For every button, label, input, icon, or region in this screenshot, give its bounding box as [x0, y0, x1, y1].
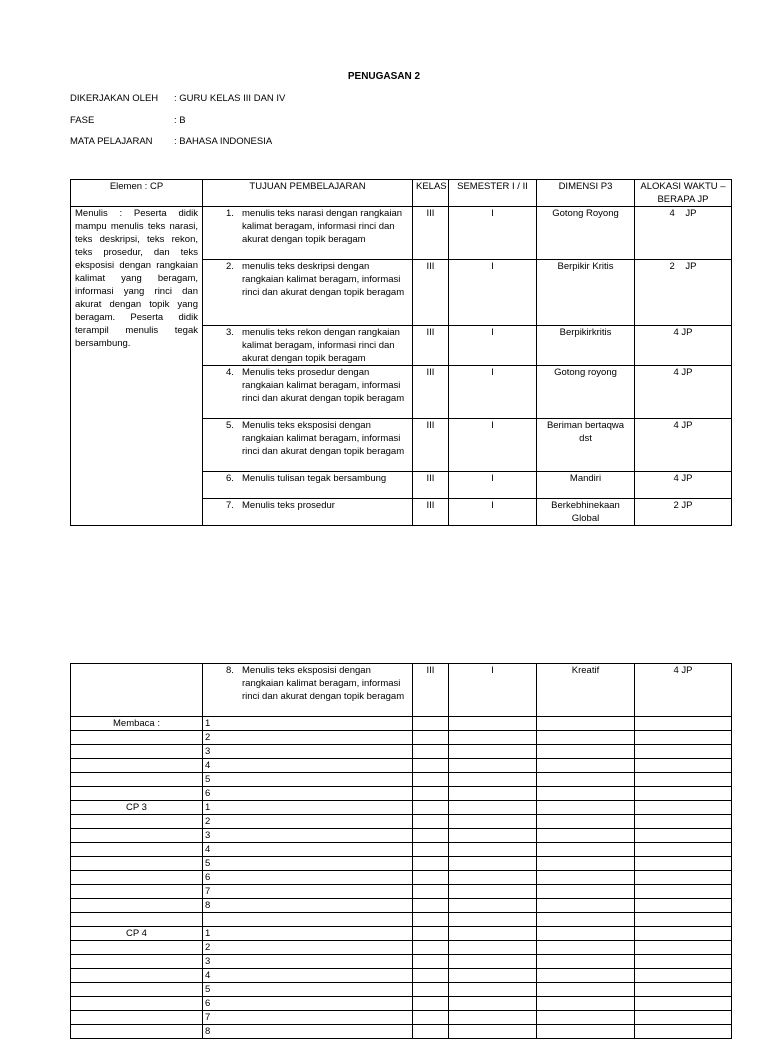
- row-number-cell: 6: [203, 871, 413, 885]
- dimensi-cell: [537, 940, 635, 954]
- table-row: [71, 829, 732, 843]
- col-header-elemen: Elemen : CP: [71, 180, 203, 207]
- alokasi-cell: 2 JP: [635, 499, 732, 526]
- kelas-cell: [413, 885, 449, 899]
- semester-cell: [449, 801, 537, 815]
- dimensi-cell: [537, 717, 635, 731]
- alokasi-cell: [635, 885, 732, 899]
- header-label: MATA PELAJARAN: [70, 136, 153, 147]
- table-row: [71, 940, 732, 954]
- alokasi-cell: 4 JP: [635, 664, 732, 717]
- table-row: [71, 759, 732, 773]
- alokasi-cell: [635, 982, 732, 996]
- dimensi-cell: [537, 773, 635, 787]
- alokasi-cell: [635, 731, 732, 745]
- row-number-cell: 4: [203, 759, 413, 773]
- semester-cell: [449, 843, 537, 857]
- section-label-cell: [71, 940, 203, 954]
- page-title: PENUGASAN 2: [347, 71, 421, 82]
- row-number-cell: 4: [203, 968, 413, 982]
- kelas-cell: [413, 717, 449, 731]
- table-row: [71, 857, 732, 871]
- dimensi-cell: [537, 885, 635, 899]
- section-label-cell: [71, 913, 203, 927]
- semester-cell: I: [449, 260, 537, 326]
- row-number-cell: 1: [203, 926, 413, 940]
- table-row: [71, 913, 732, 927]
- alokasi-cell: [635, 899, 732, 913]
- dimensi-cell: [537, 1010, 635, 1024]
- header-value: : GURU KELAS III DAN IV: [174, 93, 286, 104]
- semester-cell: [449, 940, 537, 954]
- kelas-cell: [413, 843, 449, 857]
- section-label-cell: [71, 899, 203, 913]
- alokasi-cell: [635, 717, 732, 731]
- row-number: 2.: [226, 261, 234, 272]
- row-number-cell: 8: [203, 899, 413, 913]
- dimensi-cell: [537, 926, 635, 940]
- alokasi-cell: 4 JP: [635, 207, 732, 260]
- table-row: [71, 207, 732, 260]
- row-number: 7.: [226, 500, 234, 511]
- row-number-cell: 6: [203, 996, 413, 1010]
- dimensi-cell: [537, 857, 635, 871]
- alokasi-cell: [635, 1024, 732, 1038]
- kelas-cell: [413, 968, 449, 982]
- table-row: [71, 926, 732, 940]
- kelas-cell: [413, 1010, 449, 1024]
- header-label: FASE: [70, 115, 95, 126]
- tujuan-text: Menulis tulisan tegak bersambung: [242, 473, 387, 484]
- kelas-cell: [413, 871, 449, 885]
- dimensi-cell: [537, 759, 635, 773]
- alokasi-cell: 2 JP: [635, 260, 732, 326]
- alokasi-cell: 4 JP: [635, 366, 732, 419]
- kelas-cell: [413, 773, 449, 787]
- dimensi-cell: Berpikirkritis: [537, 326, 635, 366]
- row-number-cell: 2: [203, 815, 413, 829]
- tujuan-cell: [203, 664, 413, 717]
- alokasi-cell: [635, 996, 732, 1010]
- alokasi-cell: [635, 1010, 732, 1024]
- header-label: DIKERJAKAN OLEH: [70, 93, 159, 104]
- kelas-cell: [413, 996, 449, 1010]
- semester-cell: [449, 926, 537, 940]
- semester-cell: [449, 968, 537, 982]
- kelas-cell: [413, 829, 449, 843]
- semester-cell: [449, 787, 537, 801]
- tujuan-text: menulis teks narasi dengan rangkaian kalimat beragam, informasi rinci dan akurat dengan topik beragam: [242, 208, 403, 245]
- kelas-cell: [413, 899, 449, 913]
- dimensi-cell: [537, 745, 635, 759]
- semester-cell: [449, 913, 537, 927]
- table-row: [71, 871, 732, 885]
- dimensi-cell: [537, 871, 635, 885]
- dimensi-cell: [537, 913, 635, 927]
- row-number-cell: 5: [203, 857, 413, 871]
- alokasi-cell: [635, 940, 732, 954]
- col-header-kelas: KELAS: [413, 180, 449, 207]
- section-label-cell: [71, 829, 203, 843]
- kelas-cell: III: [413, 366, 449, 419]
- tujuan-cell: [203, 419, 413, 472]
- semester-cell: I: [449, 499, 537, 526]
- semester-cell: [449, 996, 537, 1010]
- semester-cell: I: [449, 664, 537, 717]
- kelas-cell: III: [413, 326, 449, 366]
- kelas-cell: III: [413, 260, 449, 326]
- semester-cell: [449, 745, 537, 759]
- elemen-cp-cell: Menulis : Peserta didik mampu menulis teks narasi, teks deskripsi, teks rekon, teks prosedur, dan teks eksposisi dengan rangkaian kalimat yang beragam, informasi yang rinci dan akurat dengan topik yang beragam. Peserta didik terampil menulis tegak bersambung.: [71, 207, 203, 526]
- elemen-cp-cell: [71, 664, 203, 717]
- kelas-cell: [413, 787, 449, 801]
- semester-cell: [449, 871, 537, 885]
- header-value: : B: [174, 115, 186, 126]
- row-number-cell: [203, 913, 413, 927]
- table-row: [71, 815, 732, 829]
- semester-cell: [449, 982, 537, 996]
- row-number: 4.: [226, 367, 234, 378]
- tujuan-cell: [203, 366, 413, 419]
- section-label-cell: [71, 787, 203, 801]
- kelas-cell: III: [413, 419, 449, 472]
- section-label-cell: CP 4: [71, 926, 203, 940]
- semester-cell: I: [449, 326, 537, 366]
- kelas-cell: [413, 815, 449, 829]
- tujuan-text: menulis teks rekon dengan rangkaian kalimat beragam, informasi rinci dan akurat dengan topik beragam: [242, 327, 400, 364]
- table-row: [71, 731, 732, 745]
- kelas-cell: III: [413, 472, 449, 499]
- dimensi-cell: Gotong Royong: [537, 207, 635, 260]
- section-label-cell: [71, 1024, 203, 1038]
- dimensi-cell: [537, 843, 635, 857]
- tujuan-cell: [203, 472, 413, 499]
- assignment-table-2: [70, 663, 732, 1039]
- section-label-cell: [71, 968, 203, 982]
- col-header-alokasi: ALOKASI WAKTU – BERAPA JP: [635, 180, 732, 207]
- table-row: [71, 1024, 732, 1038]
- semester-cell: [449, 773, 537, 787]
- dimensi-cell: Beriman bertaqwa dst: [537, 419, 635, 472]
- tujuan-text: Menulis teks eksposisi dengan rangkaian kalimat beragam, informasi rinci dan akurat dengan topik beragam: [242, 665, 405, 702]
- dimensi-cell: [537, 996, 635, 1010]
- kelas-cell: [413, 913, 449, 927]
- section-label-cell: [71, 982, 203, 996]
- dimensi-cell: [537, 982, 635, 996]
- dimensi-cell: Berpikir Kritis: [537, 260, 635, 326]
- row-number-cell: 3: [203, 745, 413, 759]
- alokasi-cell: [635, 954, 732, 968]
- row-number-cell: 3: [203, 829, 413, 843]
- tujuan-cell: [203, 326, 413, 366]
- dimensi-cell: Gotong royong: [537, 366, 635, 419]
- semester-cell: [449, 829, 537, 843]
- semester-cell: [449, 885, 537, 899]
- dimensi-cell: Mandiri: [537, 472, 635, 499]
- semester-cell: [449, 899, 537, 913]
- kelas-cell: [413, 926, 449, 940]
- tujuan-text: menulis teks deskripsi dengan rangkaian kalimat beragam, informasi rinci dan akurat dengan topik beragam: [242, 261, 405, 298]
- kelas-cell: III: [413, 664, 449, 717]
- tujuan-text: Menulis teks prosedur dengan rangkaian kalimat beragam, informasi rinci dan akurat dengan topik beragam: [242, 367, 405, 404]
- kelas-cell: [413, 759, 449, 773]
- kelas-cell: [413, 1024, 449, 1038]
- alokasi-cell: [635, 913, 732, 927]
- semester-cell: I: [449, 207, 537, 260]
- tujuan-text: Menulis teks prosedur: [242, 500, 335, 511]
- row-number-cell: 7: [203, 885, 413, 899]
- table-row: [71, 664, 732, 717]
- row-number: 3.: [226, 327, 234, 338]
- kelas-cell: III: [413, 207, 449, 260]
- kelas-cell: [413, 731, 449, 745]
- section-label-cell: [71, 759, 203, 773]
- table-row: [71, 801, 732, 815]
- semester-cell: [449, 759, 537, 773]
- semester-cell: I: [449, 366, 537, 419]
- table-row: [71, 968, 732, 982]
- tujuan-cell: [203, 499, 413, 526]
- table-row: [71, 773, 732, 787]
- alokasi-cell: [635, 829, 732, 843]
- row-number-cell: 3: [203, 954, 413, 968]
- section-label-cell: CP 3: [71, 801, 203, 815]
- table-row: [71, 745, 732, 759]
- alokasi-cell: [635, 787, 732, 801]
- semester-cell: [449, 717, 537, 731]
- dimensi-cell: Berkebhinekaan Global: [537, 499, 635, 526]
- semester-cell: [449, 731, 537, 745]
- semester-cell: [449, 1024, 537, 1038]
- dimensi-cell: [537, 968, 635, 982]
- row-number-cell: 7: [203, 1010, 413, 1024]
- section-label-cell: [71, 745, 203, 759]
- table-row: [71, 954, 732, 968]
- section-label-cell: [71, 954, 203, 968]
- kelas-cell: [413, 940, 449, 954]
- alokasi-cell: 4 JP: [635, 419, 732, 472]
- row-number-cell: 5: [203, 982, 413, 996]
- semester-cell: [449, 815, 537, 829]
- tujuan-cell: [203, 260, 413, 326]
- alokasi-cell: [635, 968, 732, 982]
- semester-cell: I: [449, 419, 537, 472]
- alokasi-cell: [635, 871, 732, 885]
- row-number-cell: 1: [203, 717, 413, 731]
- alokasi-cell: [635, 926, 732, 940]
- table-row: [71, 899, 732, 913]
- alokasi-cell: [635, 759, 732, 773]
- alokasi-cell: [635, 857, 732, 871]
- table-row: [71, 996, 732, 1010]
- table-row: [71, 717, 732, 731]
- dimensi-cell: [537, 731, 635, 745]
- kelas-cell: [413, 954, 449, 968]
- row-number-cell: 4: [203, 843, 413, 857]
- section-label-cell: [71, 996, 203, 1010]
- dimensi-cell: [537, 954, 635, 968]
- col-header-semester: SEMESTER I / II: [449, 180, 537, 207]
- semester-cell: [449, 857, 537, 871]
- alokasi-cell: 4 JP: [635, 326, 732, 366]
- section-label-cell: [71, 857, 203, 871]
- table-row: [71, 787, 732, 801]
- semester-cell: [449, 1010, 537, 1024]
- row-number-cell: 6: [203, 787, 413, 801]
- kelas-cell: III: [413, 499, 449, 526]
- semester-cell: [449, 954, 537, 968]
- dimensi-cell: [537, 899, 635, 913]
- row-number: 5.: [226, 420, 234, 431]
- header-value: : BAHASA INDONESIA: [174, 136, 273, 147]
- section-label-cell: [71, 843, 203, 857]
- alokasi-cell: [635, 773, 732, 787]
- row-number-cell: 5: [203, 773, 413, 787]
- table-row: [71, 982, 732, 996]
- dimensi-cell: [537, 801, 635, 815]
- section-label-cell: [71, 885, 203, 899]
- row-number: 6.: [226, 473, 234, 484]
- table-row: [71, 885, 732, 899]
- table-header-row: [71, 180, 732, 207]
- tujuan-cell: [203, 207, 413, 260]
- section-label-cell: [71, 871, 203, 885]
- dimensi-cell: [537, 829, 635, 843]
- assignment-table-1: [70, 179, 732, 526]
- kelas-cell: [413, 745, 449, 759]
- kelas-cell: [413, 857, 449, 871]
- section-label-cell: [71, 731, 203, 745]
- col-header-dimensi: DIMENSI P3: [537, 180, 635, 207]
- row-number-cell: 1: [203, 801, 413, 815]
- table-row: [71, 843, 732, 857]
- row-number-cell: 8: [203, 1024, 413, 1038]
- row-number-cell: 2: [203, 940, 413, 954]
- alokasi-cell: 4 JP: [635, 472, 732, 499]
- alokasi-cell: [635, 843, 732, 857]
- tujuan-text: Menulis teks eksposisi dengan rangkaian kalimat beragam, informasi rinci dan akurat dengan topik beragam: [242, 420, 405, 457]
- alokasi-cell: [635, 815, 732, 829]
- dimensi-cell: Kreatif: [537, 664, 635, 717]
- row-number-cell: 2: [203, 731, 413, 745]
- dimensi-cell: [537, 787, 635, 801]
- col-header-tujuan: TUJUAN PEMBELAJARAN: [203, 180, 413, 207]
- alokasi-cell: [635, 801, 732, 815]
- kelas-cell: [413, 801, 449, 815]
- section-label-cell: [71, 773, 203, 787]
- row-number: 8.: [226, 665, 234, 676]
- section-label-cell: [71, 815, 203, 829]
- table-row: [71, 1010, 732, 1024]
- dimensi-cell: [537, 1024, 635, 1038]
- section-label-cell: Membaca :: [71, 717, 203, 731]
- alokasi-cell: [635, 745, 732, 759]
- dimensi-cell: [537, 815, 635, 829]
- kelas-cell: [413, 982, 449, 996]
- section-label-cell: [71, 1010, 203, 1024]
- semester-cell: I: [449, 472, 537, 499]
- row-number: 1.: [226, 208, 234, 219]
